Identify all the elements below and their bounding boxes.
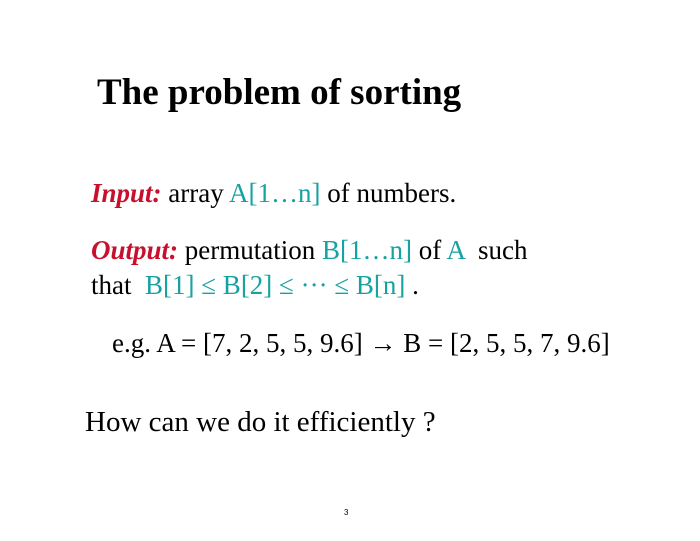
condition-text-that: that bbox=[91, 270, 145, 300]
output-text-such: such bbox=[464, 235, 528, 265]
output-text-of: of bbox=[412, 235, 447, 265]
input-text-array: array bbox=[161, 178, 230, 208]
page-number: 3 bbox=[344, 508, 349, 517]
condition-period: . bbox=[405, 270, 419, 300]
condition-ordering: B[1] ≤ B[2] ≤ ··· ≤ B[n] bbox=[145, 270, 406, 300]
efficiency-question: How can we do it efficiently ? bbox=[85, 406, 436, 438]
input-text-numbers: of numbers. bbox=[320, 178, 457, 208]
output-permutation-notation: B[1…n] bbox=[322, 235, 412, 265]
output-condition bbox=[91, 272, 419, 299]
output-label: Output: bbox=[91, 235, 179, 265]
output-definition bbox=[91, 237, 528, 264]
output-array-ref: A bbox=[446, 235, 465, 265]
input-definition bbox=[91, 180, 456, 207]
sorting-example: e.g. A = [7, 2, 5, 5, 9.6] → B = [2, 5, 5, 7, 9.6] bbox=[112, 328, 610, 358]
slide-title: The problem of sorting bbox=[97, 72, 462, 113]
input-array-notation: A[1…n] bbox=[229, 178, 321, 208]
output-text-permutation: permutation bbox=[178, 235, 322, 265]
input-label: Input: bbox=[91, 178, 162, 208]
